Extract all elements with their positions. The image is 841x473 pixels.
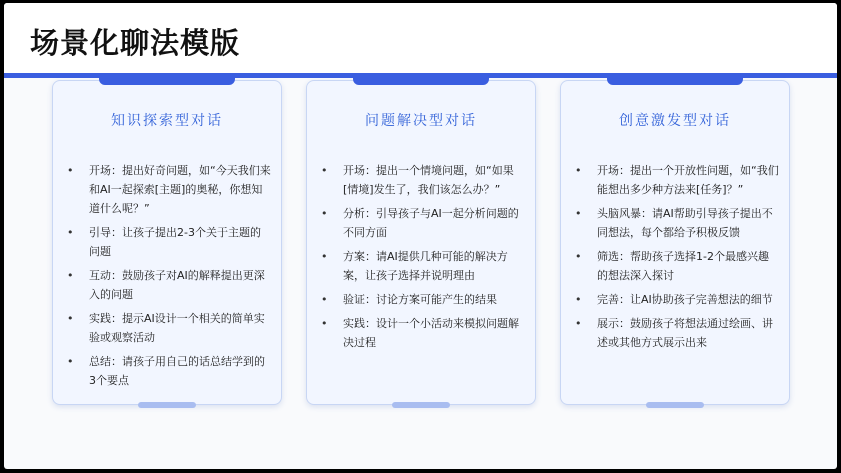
card-bottom-tab <box>392 402 450 408</box>
page-title: 场景化聊法模版 <box>30 26 241 60</box>
card-top-tab <box>607 77 743 85</box>
list-item <box>319 247 525 285</box>
card-item-list <box>319 161 525 357</box>
list-item-text: 筛选：帮助孩子选择1-2个最感兴趣的想法深入探讨 <box>597 250 769 282</box>
list-item <box>573 161 779 199</box>
list-item <box>573 314 779 352</box>
bullet-icon: • <box>67 164 74 177</box>
card-title: 问题解决型对话 <box>365 113 477 129</box>
bullet-icon: • <box>321 164 328 177</box>
card-top-tab <box>353 77 489 85</box>
bullet-icon: • <box>575 164 582 177</box>
list-item-text: 方案：请AI提供几种可能的解决方案，让孩子选择并说明理由 <box>343 250 508 282</box>
bullet-icon: • <box>575 207 582 220</box>
bullet-icon: • <box>67 269 74 282</box>
bullet-icon: • <box>67 355 74 368</box>
list-item-text: 实践：提示AI设计一个相关的简单实验或观察活动 <box>89 312 265 344</box>
card-item-list <box>65 161 271 395</box>
list-item-text: 开场：提出一个情境问题，如“如果[情境]发生了，我们该怎么办？” <box>343 164 514 196</box>
card-creative-inspiration <box>560 80 790 405</box>
list-item <box>65 223 271 261</box>
list-item <box>65 161 271 218</box>
bullet-icon: • <box>575 250 582 263</box>
bullet-icon: • <box>67 226 74 239</box>
list-item-text: 开场：提出一个开放性问题，如“我们能想出多少种方法来[任务]？” <box>597 164 779 196</box>
bullet-icon: • <box>575 293 582 306</box>
bullet-icon: • <box>321 293 328 306</box>
list-item-text: 实践：设计一个小活动来模拟问题解决过程 <box>343 317 519 349</box>
bullet-icon: • <box>321 317 328 330</box>
list-item <box>573 247 779 285</box>
list-item <box>65 309 271 347</box>
card-item-list <box>573 161 779 357</box>
card-title: 知识探索型对话 <box>111 113 223 129</box>
list-item <box>65 266 271 304</box>
list-item-text: 分析：引导孩子与AI一起分析问题的不同方面 <box>343 207 519 239</box>
list-item <box>319 161 525 199</box>
list-item-text: 完善：让AI协助孩子完善想法的细节 <box>597 293 773 306</box>
card-problem-solving <box>306 80 536 405</box>
list-item <box>573 290 779 309</box>
list-item-text: 头脑风暴：请AI帮助引导孩子提出不同想法，每个都给予积极反馈 <box>597 207 773 239</box>
list-item <box>319 290 525 309</box>
list-item-text: 总结：请孩子用自己的话总结学到的3个要点 <box>89 355 265 387</box>
list-item <box>319 314 525 352</box>
bullet-icon: • <box>321 207 328 220</box>
list-item <box>65 352 271 390</box>
card-bottom-tab <box>138 402 196 408</box>
card-top-tab <box>99 77 235 85</box>
list-item <box>319 204 525 242</box>
bullet-icon: • <box>321 250 328 263</box>
list-item <box>573 204 779 242</box>
list-item-text: 开场：提出好奇问题，如“今天我们来和AI一起探索[主题]的奥秘，你想知道什么呢？” <box>89 164 271 215</box>
bullet-icon: • <box>67 312 74 325</box>
card-title: 创意激发型对话 <box>619 113 731 129</box>
list-item-text: 展示：鼓励孩子将想法通过绘画、讲述或其他方式展示出来 <box>597 317 773 349</box>
list-item-text: 互动：鼓励孩子对AI的解释提出更深入的问题 <box>89 269 265 301</box>
card-knowledge-exploration <box>52 80 282 405</box>
slide <box>4 3 837 469</box>
bullet-icon: • <box>575 317 582 330</box>
header <box>4 3 837 75</box>
list-item-text: 引导：让孩子提出2-3个关于主题的问题 <box>89 226 261 258</box>
list-item-text: 验证：讨论方案可能产生的结果 <box>343 293 497 306</box>
card-bottom-tab <box>646 402 704 408</box>
